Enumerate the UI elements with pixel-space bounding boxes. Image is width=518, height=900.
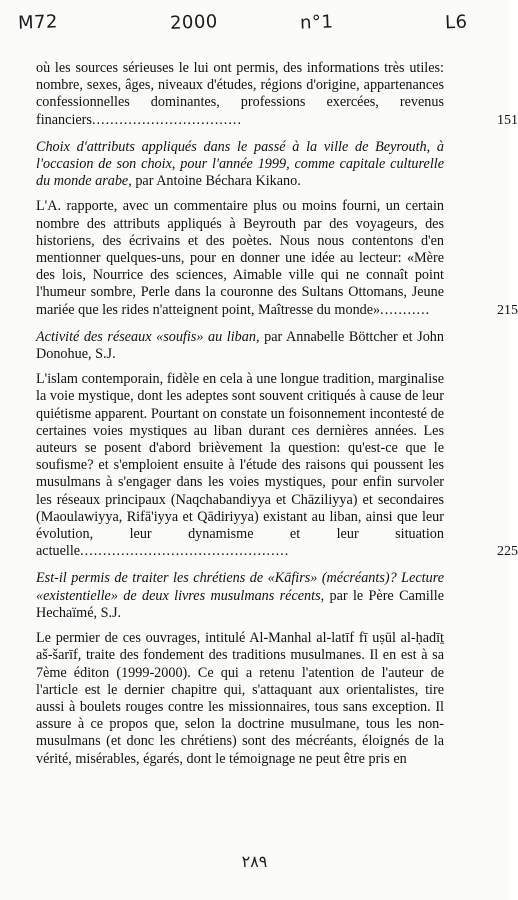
- entry-title: Activité des réseaux «soufis» au liban, par Annabelle Böttcher et John Donohue, S.J.: [36, 328, 444, 363]
- entry-continuation: [36, 60, 518, 129]
- entry-body: Le permier de ces ouvrages, intitulé Al-Manhal al-latīf fī uṣūl al-ḥadīṯ aš-šarīf, traite des fondement des traditions musulmanes. Il en est à sa 7ème éditon (1999-2000). Ce qui a retenu l'atention de l'auteur de l'article est le dernier chapitre qui, s'attaquant aux orientalistes, tire aussi à boulets rouges contre les missionnaires, tous sans exception. Il assure à ce propos que, selon la doctrine musulmane, tous les non-musulmans (et donc les chrétiens) sont des mécréants, éloignés de la vérité, misérables, égarés, dont le témoignage ne peut être pris en: [36, 630, 444, 767]
- handwritten-annotation: L6: [444, 11, 468, 34]
- entry-title: Est-il permis de traiter les chrétiens de «Kāfirs» (mécréants)? Lecture «existentielle» de deux livres musulmans récents, par le Père Camille Hechaïmé, S.J.: [36, 570, 444, 621]
- entry-title: Choix d'attributs appliqués dans le passé à la ville de Beyrouth, à l'occasion de son choix, pour l'année 1999, comme capitale culturelle du monde arabe, par Antoine Béchara Kikano.: [36, 138, 444, 190]
- entry-kafirs: [36, 570, 444, 767]
- entry-soufis: [36, 328, 518, 561]
- handwritten-annotation: M72: [17, 11, 59, 34]
- entry-beyrouth: [36, 138, 518, 319]
- page-number-footer: ٢٨٩: [241, 852, 268, 871]
- entry-body: L'A. rapporte, avec un commentaire plus ou moins fourni, un certain nombre des attributs appliqués à Beyrouth par des voyageurs, des historiens, des écrivains et des poètes. Nous nous contentons d'en mentionner quelques-uns, pour en donner une idée au lecteur: «Mère des lois, Nourrice des sciences, Aimable ville qui ne connaît point l'humeur sombre, Perle dans la couronne des Sultans Ottomans, Jeune mariée que les rides n'atteignent point, Maîtresse du monde»...........: [36, 198, 444, 318]
- handwritten-annotation: 2000: [169, 11, 219, 34]
- entry-body: où les sources sérieuses le lui ont permis, des informations très utiles: nombre, sexes, âges, niveaux d'études, régions d'origine, appartenances confessionnelles dominantes, professions exercées, revenus financiers.................................: [36, 60, 444, 128]
- entry-page-number: 225: [497, 544, 518, 560]
- entry-body: L'islam contemporain, fidèle en cela à une longue tradition, marginalise la voie mystique, dont les adeptes sont souvent critiqués à cause de leur quiétisme apparent. Pourtant on constate un foisonnement incontesté de certaines voies mystiques au liban durant ces dernières années. Les auteurs se posent d'abord brièvement la question: qu'est-ce que le soufisme? et s'emploient ensuite à l'étude des raisons qui poussent les musulmans à s'engager dans les voies mystiques, pour enfin survoler les réseaux principaux (Naqchabandiyya et Chāziliyya) et secondaires (Maoulawiyya, Rifā'iyya et Qādiriyya) existant au liban, ainsi que leur évolution, leur dynamisme et leur situation actuelle..............................................: [36, 371, 444, 560]
- handwritten-annotation: n°1: [299, 11, 334, 34]
- article-list: [36, 60, 518, 778]
- entry-page-number: 215: [497, 302, 518, 318]
- entry-page-number: 151: [497, 112, 518, 128]
